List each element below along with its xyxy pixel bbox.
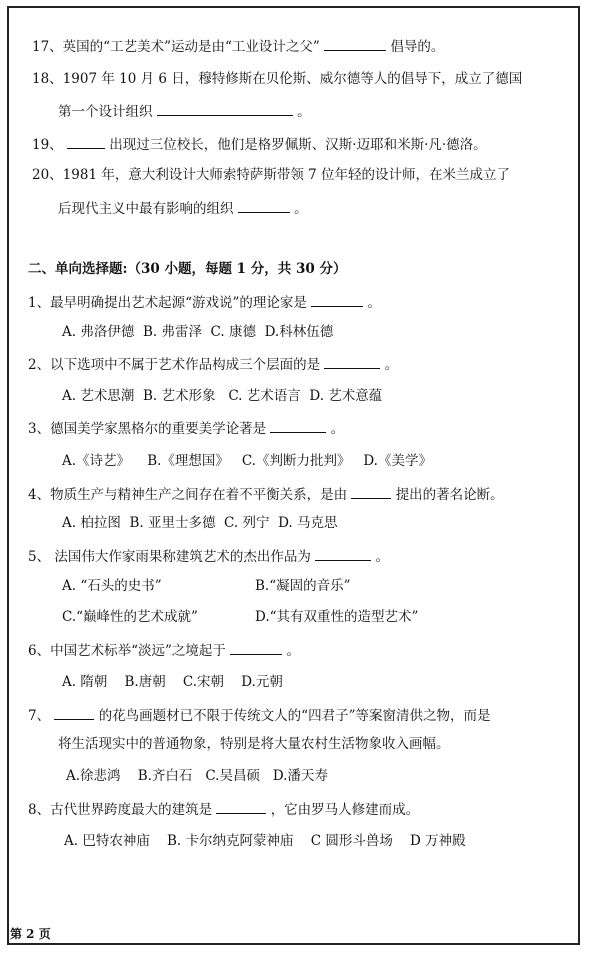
question-20-text-end: 。: [294, 201, 308, 217]
mc-question-6: [28, 640, 300, 660]
answer-blank: [216, 799, 266, 814]
answer-blank: [67, 134, 105, 149]
mc-question-2: [28, 354, 398, 374]
mc-question-3-stem: 3、德国美学家黑格尔的重要美学论著是: [28, 421, 267, 437]
option-b: B.《理想国》: [147, 453, 229, 469]
answer-blank: [351, 484, 391, 499]
mc-options-4: [62, 514, 338, 532]
question-18-cont: [58, 101, 311, 121]
mc-options-7: [66, 767, 328, 785]
option-d: D 万神殿: [410, 833, 466, 849]
question-17-text-end: 倡导的。: [390, 39, 445, 55]
answer-blank: [270, 418, 326, 433]
mc-options-1: [62, 323, 333, 341]
question-17-text: 17、英国的“工艺美术”运动是由“工业设计之父”: [32, 39, 320, 55]
option-a: A. 弗洛伊德: [62, 324, 135, 340]
option-a: A.徐悲鸿: [66, 768, 121, 784]
question-19-text: 出现过三位校长，他们是格罗佩斯、汉斯·迈耶和米斯·凡·德洛。: [109, 137, 487, 153]
answer-blank: [54, 705, 94, 720]
question-18: [32, 70, 522, 88]
option-a: A. 隋朝: [62, 674, 108, 690]
question-18-text-end: 。: [297, 104, 311, 120]
question-20-text-cont: 后现代主义中最有影响的组织: [58, 201, 234, 217]
answer-blank: [157, 101, 293, 116]
option-d: D.元朝: [241, 674, 283, 690]
mc-options-8: [64, 832, 466, 850]
mc-question-8-stem-end: ，它由罗马人修建而成。: [270, 802, 420, 818]
mc-question-5-stem-end: 。: [375, 549, 389, 565]
mc-question-4-stem-end: 提出的著名论断。: [395, 487, 504, 503]
mc-question-5: [28, 546, 389, 566]
option-b: B. 艺术形象: [142, 388, 216, 404]
answer-blank: [230, 640, 282, 655]
mc-options-6: [62, 673, 283, 691]
option-d: D.潘天寿: [272, 768, 328, 784]
option-c: C.宋朝: [182, 674, 225, 690]
option-c: C.《判断力批判》: [241, 453, 351, 469]
answer-blank: [324, 36, 386, 51]
question-17: [32, 36, 444, 56]
section-title: 二、单向选择题:（30 小题，每题 1 分，共 30 分）: [28, 261, 347, 277]
answer-blank: [311, 292, 363, 307]
option-d: D.科林伍德: [264, 324, 334, 340]
question-18-text-cont: 第一个设计组织: [58, 104, 153, 120]
option-c: C. 列宁: [224, 515, 270, 531]
option-b: B.齐白石: [137, 768, 193, 784]
option-b: B. 卡尔纳克阿蒙神庙: [167, 833, 294, 849]
option-d: D.《美学》: [363, 453, 432, 469]
option-c: C 圆形斗兽场: [310, 833, 393, 849]
mc-options-3: [62, 452, 432, 470]
mc-question-2-stem: 2、以下选项中不属于艺术作品构成三个层面的是: [28, 357, 321, 373]
question-18-text: 18、1907 年 10 月 6 日，穆特修斯在贝伦斯、威尔德等人的倡导下，成立了德国: [32, 71, 523, 87]
option-b: B. 亚里士多德: [129, 515, 216, 531]
mc-question-6-stem-end: 。: [286, 643, 300, 659]
mc-question-4: [28, 484, 504, 504]
mc-question-7-stem: 的花鸟画题材已不限于传统文人的“四君子”等案窗清供之物，而是: [98, 708, 491, 724]
option-d: D. 艺术意蕴: [309, 388, 383, 404]
question-19-number: 19、: [32, 137, 63, 153]
mc-question-2-stem-end: 。: [384, 357, 399, 373]
mc-question-7-number: 7、: [28, 708, 51, 724]
answer-blank: [324, 354, 380, 369]
question-20: [32, 166, 510, 184]
mc-option-5d: D.“其有双重性的造型艺术”: [255, 609, 419, 625]
mc-question-1: [28, 292, 381, 312]
option-d: D. 马克思: [278, 515, 338, 531]
answer-blank: [315, 546, 371, 561]
mc-option-5a: A. “石头的史书”: [62, 578, 162, 594]
mc-question-8: [28, 799, 419, 819]
option-a: A. 柏拉图: [62, 515, 121, 531]
mc-question-3-stem-end: 。: [330, 421, 345, 437]
option-b: B.唐朝: [124, 674, 166, 690]
option-c: C. 康德: [210, 324, 256, 340]
mc-question-8-stem: 8、古代世界跨度最大的建筑是: [28, 802, 213, 818]
question-20-text: 20、1981 年，意大利设计大师索特萨斯带领 7 位年轻的设计师，在米兰成立了: [32, 167, 510, 183]
mc-question-3: [28, 418, 344, 438]
option-c: C. 艺术语言: [228, 388, 301, 404]
page-number: 第 2 页: [10, 927, 51, 941]
option-a: A.《诗艺》: [62, 453, 131, 469]
mc-options-2: [62, 387, 382, 405]
mc-question-1-stem: 1、最早明确提出艺术起源“游戏说”的理论家是: [28, 295, 307, 311]
mc-question-1-stem-end: 。: [367, 295, 381, 311]
mc-question-7-cont: 将生活现实中的普通物象，特别是将大量农村生活物象收入画幅。: [58, 736, 450, 752]
option-a: A. 巴特农神庙: [64, 833, 150, 849]
option-a: A. 艺术思潮: [62, 388, 135, 404]
mc-question-6-stem: 6、中国艺术标举“淡远”之境起于: [28, 643, 226, 659]
mc-question-5-stem: 5、 法国伟大作家雨果称建筑艺术的杰出作品为: [28, 549, 311, 565]
option-c: C.吴昌硕: [205, 768, 260, 784]
question-19: [32, 134, 487, 154]
mc-question-7: [28, 705, 491, 725]
question-20-cont: [58, 198, 308, 218]
mc-question-4-stem: 4、物质生产与精神生产之间存在着不平衡关系，是由: [28, 487, 348, 503]
answer-blank: [238, 198, 290, 213]
mc-option-5c: C.“巅峰性的艺术成就”: [62, 609, 198, 625]
option-b: B. 弗雷泽: [142, 324, 202, 340]
mc-option-5b: B.“凝固的音乐”: [255, 578, 351, 594]
